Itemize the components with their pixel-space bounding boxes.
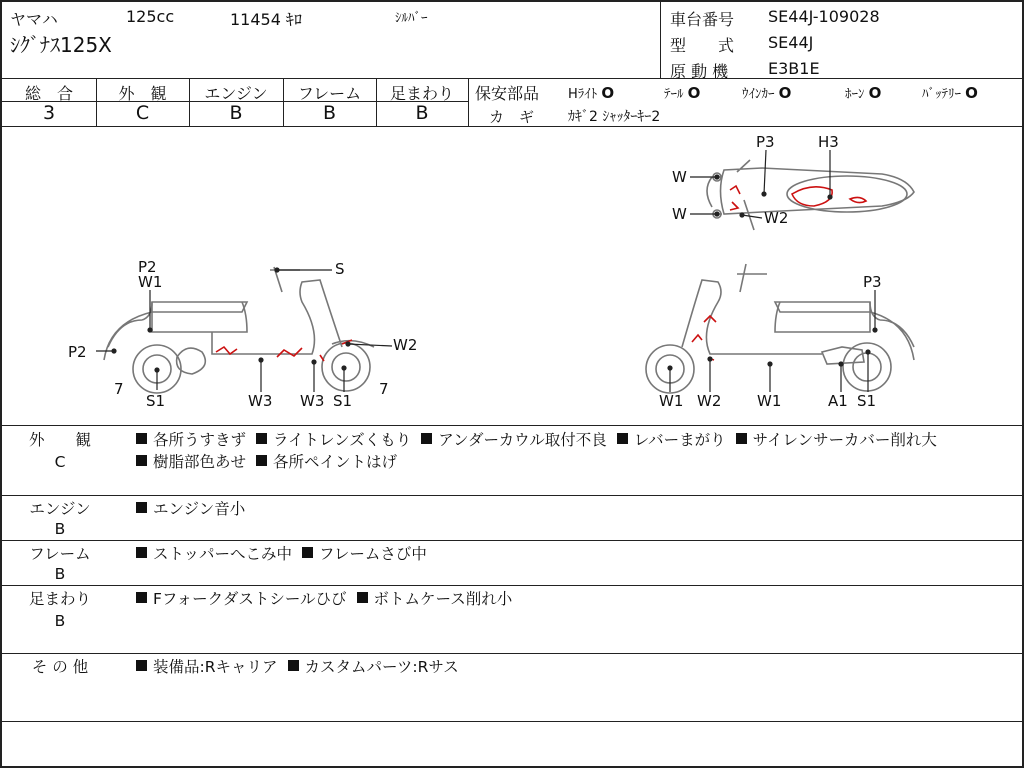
key-label: カ ギ xyxy=(489,108,535,126)
safety-item: ｳｲﾝｶｰ O xyxy=(742,84,792,102)
model-name: ｼｸﾞﾅｽ125X xyxy=(10,33,112,57)
key-value: ｶｷﾞ2 ｼｬｯﾀｰｷｰ2 xyxy=(568,109,661,125)
grade-frame-label: フレーム xyxy=(297,84,362,103)
grade-engine-value: B xyxy=(229,102,243,124)
callout-label: W1 xyxy=(659,392,684,410)
divider xyxy=(2,653,1022,654)
displacement: 125cc xyxy=(126,7,175,26)
bullet-icon xyxy=(136,455,147,466)
callout-label: 7 xyxy=(379,380,389,398)
note-other-line: 装備品:Rキャリア カスタムパーツ:Rサス xyxy=(136,656,459,678)
frame-no-label: 車台番号 xyxy=(670,10,735,29)
divider xyxy=(2,721,1022,722)
divider xyxy=(660,2,661,78)
callout-label: P2 xyxy=(68,343,87,361)
grade-engine-label: エンジン xyxy=(204,84,268,103)
note-other-label: そ の 他 xyxy=(31,658,89,676)
safety-item: ﾃｰﾙ O xyxy=(664,84,701,102)
divider xyxy=(2,585,1022,586)
engine-value: E3B1E xyxy=(768,59,820,78)
note-frame-label: フレーム xyxy=(29,545,91,563)
type-value: SE44J xyxy=(768,33,814,52)
bullet-icon xyxy=(357,592,368,603)
callout-label: W1 xyxy=(757,392,782,410)
callout-label: W2 xyxy=(697,392,722,410)
divider xyxy=(2,495,1022,496)
divider xyxy=(2,78,1022,79)
bullet-icon xyxy=(256,455,267,466)
note-suspension-grade: B xyxy=(54,612,66,630)
safety-item: ﾎｰﾝ O xyxy=(845,84,882,102)
bullet-icon xyxy=(256,433,267,444)
grade-frame-value: B xyxy=(322,102,337,124)
note-exterior-grade: C xyxy=(54,453,66,471)
callout-label: S1 xyxy=(857,392,877,410)
bullet-icon xyxy=(136,433,147,444)
grade-overall-label: 総 合 xyxy=(24,84,73,103)
callout-label: S xyxy=(335,260,345,278)
bullet-icon xyxy=(421,433,432,444)
mileage: 11454 ｷﾛ xyxy=(230,10,302,29)
callout-lines xyxy=(96,150,877,392)
safety-item: Hﾗｲﾄ O xyxy=(568,84,615,102)
callout-label: W2 xyxy=(393,336,418,354)
callout-label: W xyxy=(672,168,687,186)
callout-label: W3 xyxy=(248,392,273,410)
divider xyxy=(468,78,469,126)
callout-label: W xyxy=(672,205,687,223)
callout-label: S1 xyxy=(333,392,353,410)
grade-suspension-label: 足まわり xyxy=(389,84,454,103)
callout-label: P3 xyxy=(756,133,775,151)
callout-label: H3 xyxy=(818,133,839,151)
frame-no: SE44J-109028 xyxy=(768,7,880,26)
callout-label: A1 xyxy=(828,392,848,410)
bullet-icon xyxy=(136,592,147,603)
bullet-icon xyxy=(136,547,147,558)
callout-label: S1 xyxy=(146,392,166,410)
callout-label: W3 xyxy=(300,392,325,410)
body-color: ｼﾙﾊﾞｰ xyxy=(395,11,428,26)
grade-suspension-value: B xyxy=(415,102,429,124)
bullet-icon xyxy=(617,433,628,444)
note-exterior-line2: 樹脂部色あせ 各所ペイントはげ xyxy=(136,451,397,473)
bullet-icon xyxy=(302,547,313,558)
bullet-icon xyxy=(136,660,147,671)
grade-exterior-value: C xyxy=(135,102,150,124)
damage-marks-left xyxy=(216,340,352,361)
note-engine-grade: B xyxy=(54,520,66,538)
callout-label: 7 xyxy=(114,380,124,398)
bullet-icon xyxy=(736,433,747,444)
callout-label: W1 xyxy=(138,273,163,291)
bullet-icon xyxy=(136,502,147,513)
bullet-icon xyxy=(288,660,299,671)
type-label: 型 式 xyxy=(670,36,735,55)
grade-exterior-label: 外 観 xyxy=(118,84,167,103)
scooter-top-view xyxy=(707,160,914,230)
grade-overall-value: 3 xyxy=(42,102,56,124)
damage-marks-top xyxy=(730,186,866,210)
callout-label: P2 xyxy=(138,258,157,276)
note-frame-line: ストッパーへこみ中 フレームさび中 xyxy=(136,543,427,565)
maker: ヤマハ xyxy=(10,10,58,29)
callout-label: W2 xyxy=(764,209,789,227)
note-suspension-line: Fフォークダストシールひび ボトムケース削れ小 xyxy=(136,588,512,610)
safety-label: 保安部品 xyxy=(475,84,540,103)
note-engine-line: エンジン音小 xyxy=(136,498,245,520)
engine-label: 原 動 機 xyxy=(670,62,729,81)
divider xyxy=(2,425,1022,426)
note-frame-grade: B xyxy=(54,565,66,583)
note-exterior-line1: 各所うすきず ライトレンズくもり アンダーカウル取付不良 レバーまがり サイレンサーカバー削れ大 xyxy=(136,429,937,451)
callout-label: P3 xyxy=(863,273,882,291)
note-engine-label: エンジン xyxy=(29,500,91,518)
safety-item: ﾊﾞｯﾃﾘｰ O xyxy=(922,84,978,102)
note-exterior-label: 外 観 xyxy=(28,431,91,449)
divider xyxy=(2,540,1022,541)
note-suspension-label: 足まわり xyxy=(28,590,91,608)
